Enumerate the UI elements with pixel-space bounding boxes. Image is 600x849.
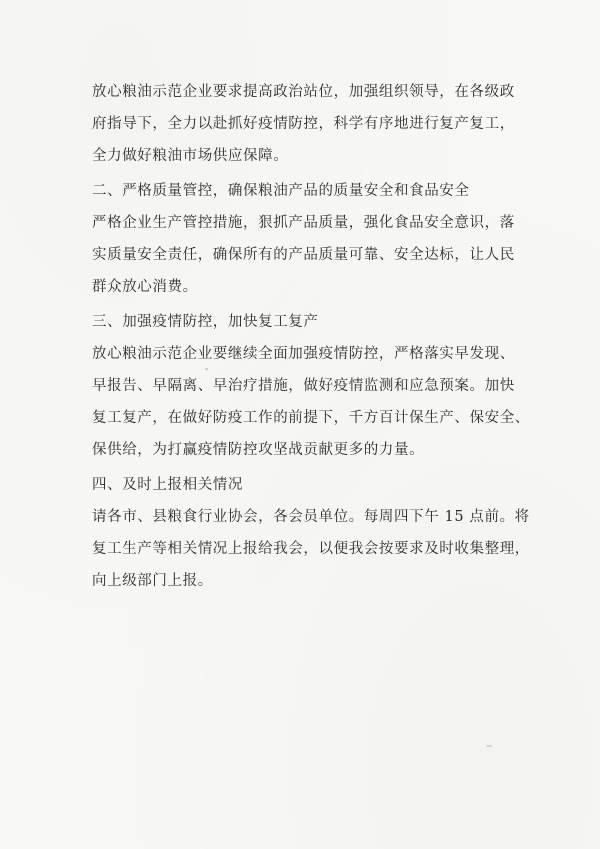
text-line: 放心粮油示范企业要继续全面加强疫情防控，严格落实早发现、 (92, 346, 515, 362)
text-line: 早报告、早隔离、早治疗措施，做好疫情监测和应急预案。加快 (92, 378, 515, 394)
text-line: 实质量安全责任，确保所有的产品质量可靠、安全达标，让人民 (92, 247, 515, 263)
text-line: 全力做好粮油市场供应保障。 (92, 148, 289, 164)
section-heading-quality: 二、严格质量管控，确保粮油产品的质量安全和食品安全 (92, 183, 470, 199)
section-heading-epidemic: 三、加强疫情防控，加快复工复产 (92, 314, 319, 330)
document-body (92, 76, 532, 597)
text-line: 请各市、县粮食行业协会，各会员单位。每周四下午 15 点前。将 (92, 509, 530, 525)
text-line: 群众放心消费。 (92, 279, 198, 295)
text-line: 放心粮油示范企业要求提高政治站位，加强组织领导，在各级政 (92, 84, 515, 100)
text-line: 严格企业生产管控措施，狠抓产品质量，强化食品安全意识，落 (92, 215, 515, 231)
section-quality-paragraph (92, 207, 532, 303)
text-line: 复工生产等相关情况上报给我会，以便我会按要求及时收集整理， (92, 541, 530, 557)
text-line: 复工复产，在做好防疫工作的前提下，千方百计保生产、保安全、 (92, 410, 530, 426)
scan-speck (486, 745, 492, 747)
section-report-paragraph (92, 501, 532, 597)
section-epidemic-paragraph (92, 338, 532, 466)
text-line: 府指导下，全力以赴抓好疫情防控，科学有序地进行复产复工， (92, 116, 515, 132)
section-heading-report: 四、及时上报相关情况 (92, 477, 243, 493)
text-line: 保供给，为打赢疫情防控攻坚战贡献更多的力量。 (92, 442, 425, 458)
intro-paragraph (92, 76, 532, 172)
text-line: 向上级部门上报。 (92, 573, 213, 589)
